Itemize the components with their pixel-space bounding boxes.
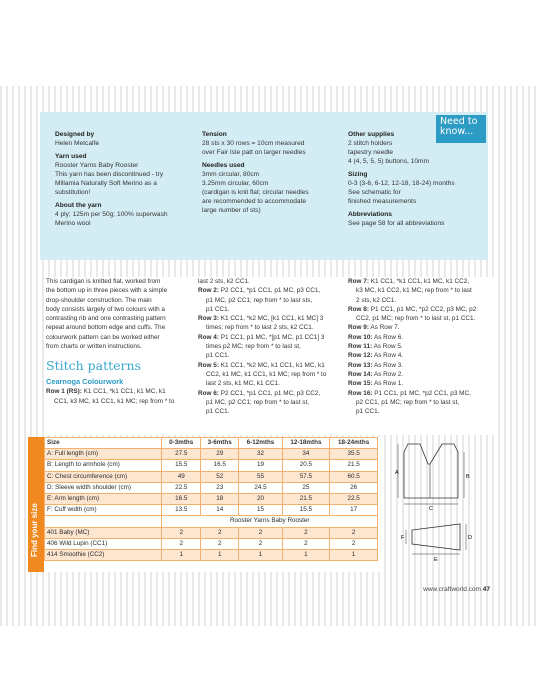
pattern-row <box>348 333 496 342</box>
info-text: Helen Metcalfe <box>55 140 99 147</box>
table-cell: 1 <box>282 549 330 560</box>
table-cell: F: Cuff width (cm) <box>45 505 162 516</box>
table-row <box>45 460 378 471</box>
table-cell: 21.5 <box>282 493 330 504</box>
yarn-row <box>45 527 378 538</box>
info-heading: Needles used <box>202 162 245 169</box>
table-cell: 26 <box>330 482 378 493</box>
row-label: Row 10: <box>348 333 373 341</box>
pattern-row-continued: CC1, k3 MC, k1 CC1, k1 MC; rep from * to <box>54 397 175 405</box>
pattern-row <box>348 342 496 351</box>
table-row <box>45 471 378 482</box>
info-heading: Designed by <box>55 131 95 138</box>
row-text: As Row 2. <box>372 370 404 378</box>
pattern-row-continued: CC2, k1 MC, k1 CC1, k1 MC; rep from * to <box>206 370 327 378</box>
table-cell: 2 <box>200 527 238 538</box>
info-text: See page 58 for all abbreviations <box>348 220 445 227</box>
info-text: substitution! <box>55 189 91 196</box>
size-table <box>44 437 378 561</box>
table-cell: 55 <box>239 471 282 482</box>
pattern-row <box>198 389 346 398</box>
info-text: 4 (4, 5, 5, 5) buttons, 10mm <box>348 158 429 165</box>
row-label: Row 15: <box>348 380 373 388</box>
table-cell: 17 <box>330 505 378 516</box>
row-text: K1 CC1, *k1 CC1, k1 MC, k1 <box>81 388 166 396</box>
info-text: Merino wool <box>55 220 91 227</box>
info-text: (cardigan is knit flat; circular needles <box>202 189 309 196</box>
label-d: D <box>468 535 472 541</box>
table-cell <box>45 516 162 527</box>
table-cell: 2 <box>239 538 282 549</box>
footer-site: www.craftworld.com <box>423 586 481 593</box>
table-cell: 18 <box>200 493 238 504</box>
table-cell: 49 <box>162 471 200 482</box>
table-cell: 34 <box>282 449 330 460</box>
table-cell: A: Full length (cm) <box>45 449 162 460</box>
pattern-row-continued: p2 CC1, p1 MC; rep from * to last st, <box>356 398 459 406</box>
pattern-row-continued: times; rep from * to last 2 sts, k2 CC1. <box>206 324 314 332</box>
table-cell: 2 <box>162 538 200 549</box>
table-header-cell: 6-12mths <box>239 438 282 449</box>
pattern-row <box>46 387 196 396</box>
table-cell: 2 <box>330 538 378 549</box>
table-row <box>45 505 378 516</box>
table-cell: B: Length to armhole (cm) <box>45 460 162 471</box>
intro-column <box>46 277 196 435</box>
table-cell: 2 <box>282 538 330 549</box>
info-text: tapestry needle <box>348 149 394 156</box>
table-cell: 23 <box>200 482 238 493</box>
table-cell: 15 <box>239 505 282 516</box>
table-cell: 20.5 <box>282 460 330 471</box>
row-label: Row 5: <box>198 361 219 369</box>
table-cell: 22.5 <box>162 482 200 493</box>
table-cell: 15.5 <box>162 460 200 471</box>
pattern-row <box>348 361 496 370</box>
table-header-cell: Size <box>45 438 162 449</box>
pattern-row-continued: times p2 MC; rep from * to last st, <box>206 343 301 351</box>
table-header-cell: 0-3mths <box>162 438 200 449</box>
table-header-row <box>45 438 378 449</box>
badge-line-1: Need to <box>440 116 478 127</box>
table-cell: 14 <box>200 505 238 516</box>
pattern-row <box>198 361 346 370</box>
table-cell: 16.5 <box>200 460 238 471</box>
pattern-row-continued: k3 MC, k1 CC2, k1 MC; rep from * to last <box>356 287 472 295</box>
row-text: K1 CC1, *k2 MC, [k1 CC1, k1 MC] 3 <box>218 315 324 323</box>
pattern-column-2 <box>198 277 346 435</box>
row-text: K1 CC1, *k2 MC, k1 CC1, k1 MC, k1 <box>218 361 325 369</box>
row-label: Row 1 (RS): <box>46 388 82 396</box>
info-column-2 <box>202 130 347 215</box>
info-text: 4 ply; 125m per 50g; 100% superwash <box>55 211 168 218</box>
yarn-header-cell: Rooster Yarns Baby Rooster <box>162 516 378 527</box>
label-f: F <box>401 535 405 541</box>
table-cell: C: Chest circumference (cm) <box>45 471 162 482</box>
pattern-rows-col1 <box>46 387 196 406</box>
table-header-cell: 18-24mths <box>330 438 378 449</box>
info-text: 3mm circular, 80cm <box>202 171 260 178</box>
row-label: Row 3: <box>198 315 219 323</box>
row-label: Row 12: <box>348 352 373 360</box>
table-row <box>45 493 378 504</box>
info-text: This yarn has been discontinued - try <box>55 171 164 178</box>
table-cell: 21.5 <box>330 460 378 471</box>
page-number: 47 <box>482 586 490 593</box>
row-text: P1 CC1, p1 MC, *p2 CC1, p3 MC, <box>372 389 471 397</box>
info-heading: Other supplies <box>348 131 395 138</box>
label-b: B <box>466 474 470 480</box>
info-heading: Tension <box>202 131 227 138</box>
table-cell: 13.5 <box>162 505 200 516</box>
pattern-row <box>348 351 496 360</box>
pattern-row <box>348 305 496 314</box>
row-text: As Row 3. <box>372 361 404 369</box>
table-cell: 1 <box>330 549 378 560</box>
table-cell: 22.5 <box>330 493 378 504</box>
pattern-row-continued: last 2 sts, k1 MC, k1 CC1. <box>206 380 280 388</box>
row-label: Row 11: <box>348 343 373 351</box>
table-cell: 1 <box>239 549 282 560</box>
pattern-row-continued: p1 CC1. <box>206 305 230 313</box>
row-label: Row 2: <box>198 287 219 295</box>
table-cell: 57.5 <box>282 471 330 482</box>
table-cell: 2 <box>162 527 200 538</box>
row-text: P2 CC1, *p1 CC1, p1 MC, p3 CC1, <box>218 287 321 295</box>
row-text: P1 CC1, p1 MC, *[p1 MC, p1 CC1] 3 <box>218 333 325 341</box>
colourwork-subheading: Cearnoga Colourwork <box>46 377 124 387</box>
pattern-row-continued: CC2, p1 MC; rep from * to last st, p1 CC1. <box>356 315 476 323</box>
pattern-row-continued: p1 MC, p2 CC1; rep from * to last st, <box>206 398 309 406</box>
find-your-size-label: Find your size <box>30 503 39 557</box>
row-text: As Row 5. <box>372 343 403 351</box>
badge-line-2: know... <box>440 126 474 137</box>
info-column-3 <box>348 130 488 228</box>
info-text: 2 stitch holders <box>348 140 393 147</box>
intro-line: drop-shoulder construction. The main <box>46 296 152 304</box>
row-text: last 2 sts, k2 CC1. <box>198 278 250 285</box>
pattern-row <box>198 286 346 295</box>
row-text: As Row 6. <box>372 333 404 341</box>
row-text: As Row 7. <box>368 324 400 332</box>
info-heading: About the yarn <box>55 202 102 209</box>
info-heading: Sizing <box>348 171 368 178</box>
table-cell: 401 Baby (MC) <box>45 527 162 538</box>
table-cell: 1 <box>200 549 238 560</box>
info-text: large number of sts) <box>202 207 261 214</box>
find-your-size-strip <box>28 437 44 572</box>
stitch-patterns-heading: Stitch patterns <box>46 358 141 374</box>
row-label: Row 14: <box>348 370 373 378</box>
info-text: Rooster Yarns Baby Rooster <box>55 162 139 169</box>
row-label: Row 9: <box>348 324 369 332</box>
info-text: See schematic for <box>348 189 401 196</box>
table-cell: 24.5 <box>239 482 282 493</box>
info-text: finished measurements <box>348 198 417 205</box>
table-cell: 29 <box>200 449 238 460</box>
pattern-row <box>348 379 496 388</box>
pattern-row-continued: p1 CC1. <box>206 352 230 360</box>
intro-line: This cardigan is knitted flat, worked from <box>46 278 161 285</box>
table-cell: 25 <box>282 482 330 493</box>
table-cell: 2 <box>282 527 330 538</box>
cardigan-schematic <box>398 444 464 504</box>
pattern-rows-col3 <box>348 277 496 416</box>
info-text: 28 sts x 30 rows = 10cm measured <box>202 140 305 147</box>
table-cell: 16.5 <box>162 493 200 504</box>
table-cell: 52 <box>200 471 238 482</box>
intro-line: contrasting rib and one contrasting pattern <box>46 315 166 323</box>
pattern-row <box>348 277 496 286</box>
info-text: Millamia Naturally Soft Merino as a <box>55 180 157 187</box>
intro-paragraph <box>46 277 196 351</box>
row-label: Row 8: <box>348 305 369 313</box>
table-header-cell: 3-6mths <box>200 438 238 449</box>
pattern-row-continued: p1 MC, p2 CC1; rep from * to last sts, <box>206 296 313 304</box>
info-text: 0-3 (3-6, 6-12, 12-18, 18-24) months <box>348 180 455 187</box>
table-cell: 32 <box>239 449 282 460</box>
table-header-cell: 12-18mths <box>282 438 330 449</box>
row-text: As Row 1. <box>372 380 404 388</box>
table-cell: 2 <box>200 538 238 549</box>
table-cell: D: Sleeve width shoulder (cm) <box>45 482 162 493</box>
sleeve-schematic <box>406 524 466 554</box>
pattern-row <box>198 333 346 342</box>
pattern-row <box>198 277 346 286</box>
info-heading: Yarn used <box>55 153 87 160</box>
info-column-1 <box>55 130 200 228</box>
table-cell: 35.5 <box>330 449 378 460</box>
row-text: As Row 4. <box>372 352 404 360</box>
schematic-diagrams <box>390 440 490 575</box>
table-cell: 2 <box>239 527 282 538</box>
intro-line: body consists largely of two colours with a <box>46 305 165 313</box>
yarn-row <box>45 549 378 560</box>
row-text: P2 CC1, *p1 CC1, p1 MC, p3 CC2, <box>218 389 321 397</box>
info-heading: Abbreviations <box>348 211 392 218</box>
table-cell: 414 Smoothie (CC2) <box>45 549 162 560</box>
row-label: Row 16: <box>348 389 373 397</box>
row-text: P1 CC1, p1 MC, *p2 CC2, p3 MC, p2 <box>368 305 477 313</box>
info-text: over Fair Isle patt on larger needles <box>202 149 306 156</box>
pattern-row <box>348 389 496 398</box>
row-label: Row 4: <box>198 333 219 341</box>
pattern-row-continued: p1 CC1. <box>206 408 230 416</box>
intro-line: from charts or written instructions. <box>46 343 142 351</box>
info-text: are recommended to accommodate <box>202 198 307 205</box>
table-cell: 1 <box>162 549 200 560</box>
table-cell: 406 Wild Lupin (CC1) <box>45 538 162 549</box>
table-cell: 27.5 <box>162 449 200 460</box>
pattern-row <box>198 314 346 323</box>
intro-line: colourwork pattern can be worked either <box>46 333 160 341</box>
table-cell: 15.5 <box>282 505 330 516</box>
table-row <box>45 449 378 460</box>
page-footer <box>423 586 490 593</box>
label-e: E <box>434 557 438 563</box>
info-text: 3.25mm circular, 60cm <box>202 180 269 187</box>
table-cell: 19 <box>239 460 282 471</box>
yarn-header-row <box>45 516 378 527</box>
pattern-column-3 <box>348 277 496 435</box>
intro-line: the bottom up in three pieces with a simple <box>46 287 168 295</box>
pattern-row <box>348 370 496 379</box>
row-label: Row 13: <box>348 361 373 369</box>
row-text: K1 CC1, *k1 CC1, k1 MC, k1 CC2, <box>368 278 470 285</box>
label-c: C <box>429 506 433 512</box>
row-label: Row 6: <box>198 389 219 397</box>
table-cell: 60.5 <box>330 471 378 482</box>
yarn-row <box>45 538 378 549</box>
pattern-row <box>348 323 496 332</box>
pattern-row-continued: 2 sts, k2 CC1. <box>356 296 397 304</box>
pattern-rows-col2 <box>198 277 346 416</box>
table-cell: 2 <box>330 527 378 538</box>
label-a: A <box>395 470 399 476</box>
table-cell: E: Arm length (cm) <box>45 493 162 504</box>
row-label: Row 7: <box>348 278 369 285</box>
table-row <box>45 482 378 493</box>
table-cell: 20 <box>239 493 282 504</box>
pattern-row-continued: p1 CC1. <box>356 408 380 416</box>
intro-line: repeat around bottom edge and cuffs. The <box>46 324 166 332</box>
